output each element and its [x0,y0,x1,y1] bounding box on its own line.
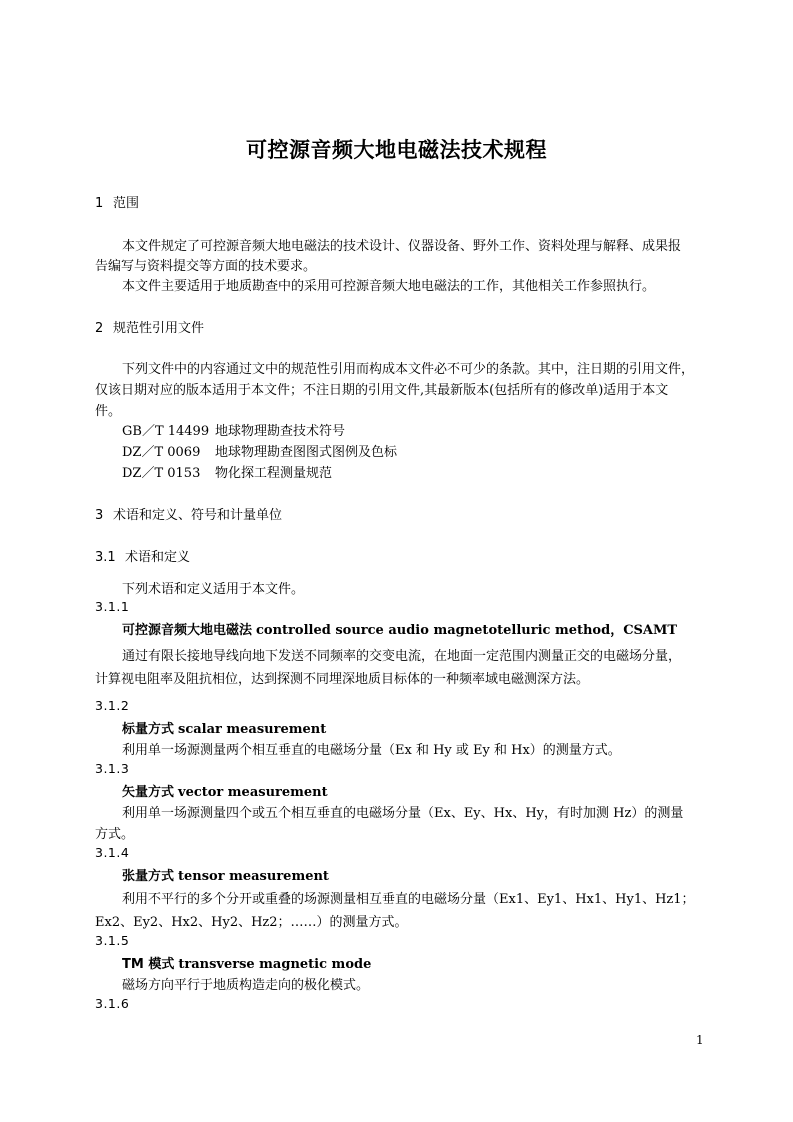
paragraph-line: 仅该日期对应的版本适用于本文件；不注日期的引用文件,其最新版本(包括所有的修改单)适用于本文 [95,383,669,398]
section-number: 2 [95,321,104,336]
definition-line: 通过有限长接地导线向地下发送不同频率的交变电流，在地面一定范围内测量正交的电磁场分量， [122,649,682,664]
page-number: 1 [696,1033,704,1047]
term-heading [122,781,328,800]
subsection-title: 术语和定义 [125,550,191,565]
definition-line: 利用单一场源测量四个或五个相互垂直的电磁场分量（Ex、Ey、Hx、Hy，有时加测 Hz）的测量 [122,806,684,821]
term-zh: 张量方式 [122,869,175,884]
subsection-number: 3.1 [95,550,116,565]
term-heading [122,865,329,884]
definition-line: 利用不平行的多个分开或重叠的场源测量相互垂直的电磁场分量（Ex1、Ey1、Hx1、Hy1、Hz1； [122,892,695,907]
reference-item [122,462,332,481]
reference-code: GB／T 14499 [122,424,210,439]
section-2-heading [95,317,204,336]
paragraph-line: 本文件规定了可控源音频大地电磁法的技术设计、仪器设备、野外工作、资料处理与解释、成果报 [122,239,682,254]
term-en: scalar measurement [178,722,327,737]
clause-number: 3.1.1 [95,599,130,614]
section-title: 范围 [113,196,140,211]
term-heading [122,718,326,737]
reference-code: DZ／T 0069 [122,445,201,460]
paragraph-line: 下列术语和定义适用于本文件。 [122,582,305,597]
reference-name: 地球物理勘查技术符号 [215,424,346,439]
reference-name: 地球物理勘查图图式图例及色标 [215,445,398,460]
clause-number: 3.1.6 [95,996,130,1011]
definition-line: Ex2、Ey2、Hx2、Hy2、Hz2；……）的测量方式。 [95,915,408,930]
section-number: 1 [95,196,104,211]
term-heading [122,619,677,638]
term-en: vector measurement [178,785,328,800]
term-en: tensor measurement [178,869,329,884]
paragraph-line: 下列文件中的内容通过文中的规范性引用而构成本文件必不可少的条款。其中，注日期的引用文件， [122,362,695,377]
reference-name: 物化探工程测量规范 [215,466,333,481]
definition-line: 计算视电阻率及阻抗相位，达到探测不同埋深地质目标体的一种频率域电磁测深方法。 [95,672,590,687]
term-zh: 可控源音频大地电磁法 [122,623,253,638]
document-title: 可控源音频大地电磁法技术规程 [246,138,547,162]
clause-number: 3.1.3 [95,761,130,776]
definition-line: 方式。 [95,827,135,842]
term-zh: 矢量方式 [122,785,175,800]
term-en: transverse magnetic mode [178,957,372,972]
paragraph-line: 本文件主要适用于地质勘查中的采用可控源音频大地电磁法的工作，其他相关工作参照执行。 [122,279,656,294]
section-title: 规范性引用文件 [113,321,205,336]
term-zh: TM 模式 [122,957,175,972]
clause-number: 3.1.4 [95,845,130,860]
section-1-heading [95,192,139,211]
section-3-heading [95,504,282,523]
definition-line: 利用单一场源测量两个相互垂直的电磁场分量（Ex 和 Hy 或 Ey 和 Hx）的测量方式。 [122,743,621,758]
reference-item [122,441,397,460]
clause-number: 3.1.2 [95,698,130,713]
paragraph-line: 件。 [95,404,122,419]
term-heading [122,953,371,972]
clause-number: 3.1.5 [95,933,130,948]
reference-code: DZ／T 0153 [122,466,201,481]
definition-line: 磁场方向平行于地质构造走向的极化模式。 [122,978,370,993]
term-en: controlled source audio magnetotelluric method，CSAMT [256,623,678,638]
paragraph-line: 告编写与资料提交等方面的技术要求。 [95,259,317,274]
term-zh: 标量方式 [122,722,175,737]
section-title: 术语和定义、符号和计量单位 [113,508,283,523]
subsection-3-1-heading [95,546,190,565]
section-number: 3 [95,508,104,523]
reference-item [122,420,345,439]
